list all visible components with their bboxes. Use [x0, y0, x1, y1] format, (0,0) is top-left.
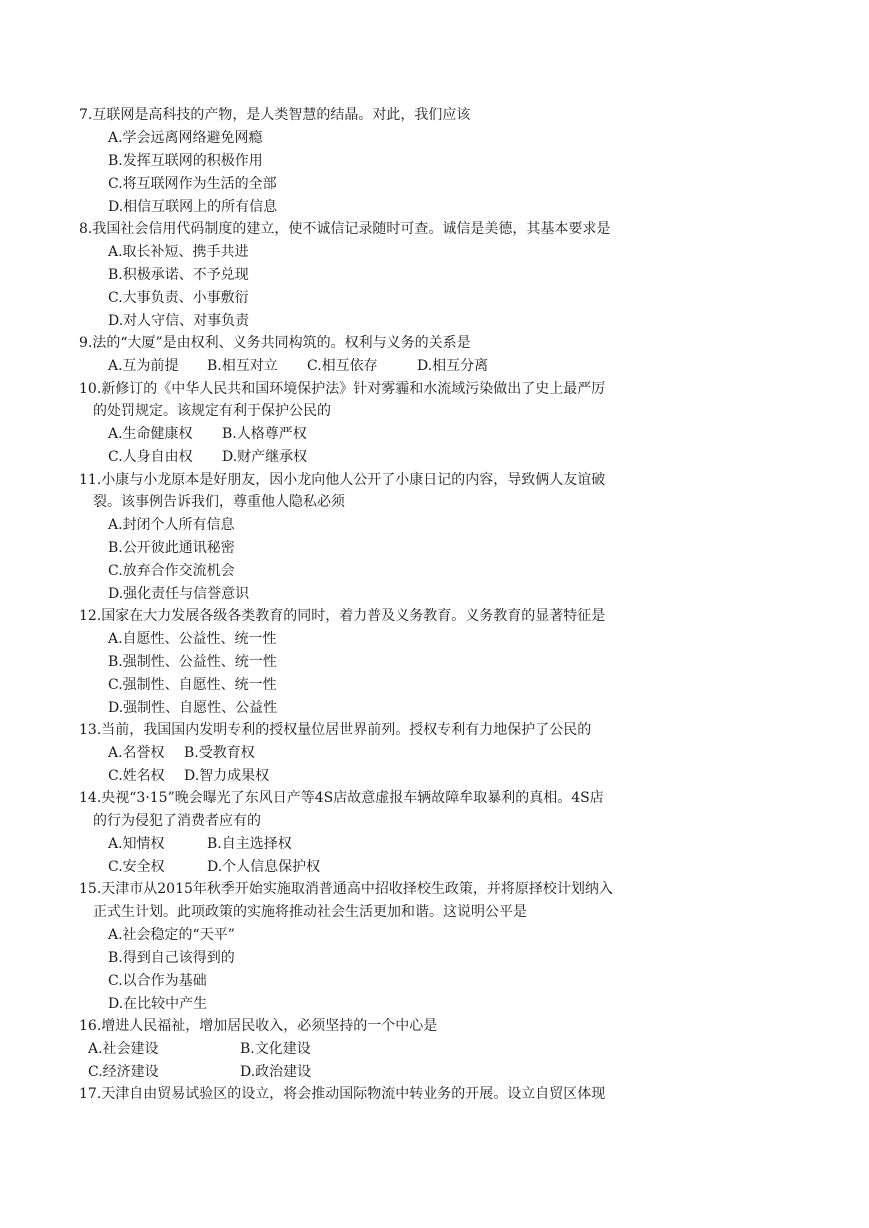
question-stem: 9.法的“大厦”是由权利、义务共同构筑的。权利与义务的关系是	[79, 335, 471, 351]
question-stem-line-1: 15.天津市从2015年秋季开始实施取消普通高中招收择校生政策，并将原择校计划纳入	[79, 881, 613, 897]
question-stem-line-2: 裂。该事例告诉我们，尊重他人隐私必须	[93, 494, 345, 510]
option-b: B.发挥互联网的积极作用	[108, 153, 263, 169]
option-a: A.自愿性、公益性、统一性	[108, 631, 277, 647]
option-c: C.放弃合作交流机会	[108, 563, 235, 579]
option-d: D.在比较中产生	[108, 996, 208, 1012]
option-d: D.对人守信、对事负责	[108, 313, 250, 329]
option-d: D.个人信息保护权	[207, 859, 321, 875]
option-d: D.相互分离	[417, 358, 489, 374]
option-c: C.经济建设	[88, 1064, 159, 1080]
option-a: A.名誉权	[108, 745, 165, 761]
option-c: C.将互联网作为生活的全部	[108, 176, 277, 192]
option-b: B.文化建设	[240, 1041, 311, 1057]
question-stem-line-1: 11.小康与小龙原本是好朋友，因小龙向他人公开了小康日记的内容，导致俩人友谊破	[79, 472, 606, 488]
option-a: A.封闭个人所有信息	[108, 517, 235, 533]
question-stem-line-2: 正式生计划。此项政策的实施将推动社会生活更加和谐。这说明公平是	[93, 904, 527, 920]
option-a: A.社会建设	[88, 1041, 159, 1057]
options-row	[0, 834, 869, 854]
options-row	[0, 743, 869, 763]
option-a: A.学会远离网络避免网瘾	[108, 130, 263, 146]
option-a: A.取长补短、携手共进	[108, 244, 249, 260]
question-stem: 12.国家在大力发展各级各类教育的同时，着力普及义务教育。义务教育的显著特征是	[79, 608, 606, 624]
option-b: B.强制性、公益性、统一性	[108, 654, 277, 670]
option-d: D.强制性、自愿性、公益性	[108, 700, 278, 716]
option-c: C.强制性、自愿性、统一性	[108, 677, 277, 693]
option-b: B.得到自己该得到的	[108, 950, 235, 966]
option-a: A.生命健康权	[108, 426, 193, 442]
question-stem-line-1: 14.央视“3·15”晚会曝光了东风日产等4S店故意虚报车辆故障牟取暴利的真相。4S店	[79, 790, 604, 806]
option-b: B.相互对立	[207, 358, 278, 374]
question-stem: 13.当前，我国国内发明专利的授权量位居世界前列。授权专利有力地保护了公民的	[79, 722, 592, 738]
option-b: B.自主选择权	[207, 836, 292, 852]
option-c: C.安全权	[108, 859, 165, 875]
option-b: B.受教育权	[184, 745, 255, 761]
option-c: C.大事负责、小事敷衍	[108, 290, 249, 306]
options-row	[0, 424, 869, 444]
option-a: A.社会稳定的“天平”	[108, 927, 235, 943]
option-b: B.公开彼此通讯秘密	[108, 540, 235, 556]
options-row	[0, 356, 869, 376]
option-a: A.知情权	[108, 836, 165, 852]
option-c: C.姓名权	[108, 768, 165, 784]
option-d: D.财产继承权	[222, 449, 308, 465]
options-row	[0, 1039, 869, 1059]
options-row	[0, 766, 869, 786]
question-stem: 8.我国社会信用代码制度的建立，使不诚信记录随时可查。诚信是美德，其基本要求是	[79, 221, 611, 237]
question-stem-line-2: 的处罚规定。该规定有利于保护公民的	[93, 403, 331, 419]
option-d: D.强化责任与信誉意识	[108, 586, 250, 602]
option-d: D.智力成果权	[184, 768, 270, 784]
options-row	[0, 857, 869, 877]
question-stem-line-1: 10.新修订的《中华人民共和国环境保护法》针对雾霾和水流域污染做出了史上最严厉	[79, 381, 606, 397]
options-row	[0, 1062, 869, 1082]
option-d: D.政治建设	[240, 1064, 312, 1080]
option-b: B.人格尊严权	[222, 426, 307, 442]
question-stem-line-2: 的行为侵犯了消费者应有的	[93, 813, 261, 829]
option-c: C.以合作为基础	[108, 973, 207, 989]
option-c: C.相互依存	[307, 358, 378, 374]
option-a: A.互为前提	[108, 358, 179, 374]
question-stem: 16.增进人民福祉，增加居民收入，必须坚持的一个中心是	[79, 1018, 438, 1034]
option-b: B.积极承诺、不予兑现	[108, 267, 249, 283]
option-d: D.相信互联网上的所有信息	[108, 199, 278, 215]
question-stem: 17.天津自由贸易试验区的设立，将会推动国际物流中转业务的开展。设立自贸区体现	[79, 1086, 606, 1102]
option-c: C.人身自由权	[108, 449, 193, 465]
question-stem: 7.互联网是高科技的产物，是人类智慧的结晶。对此，我们应该	[79, 107, 471, 123]
options-row	[0, 447, 869, 467]
